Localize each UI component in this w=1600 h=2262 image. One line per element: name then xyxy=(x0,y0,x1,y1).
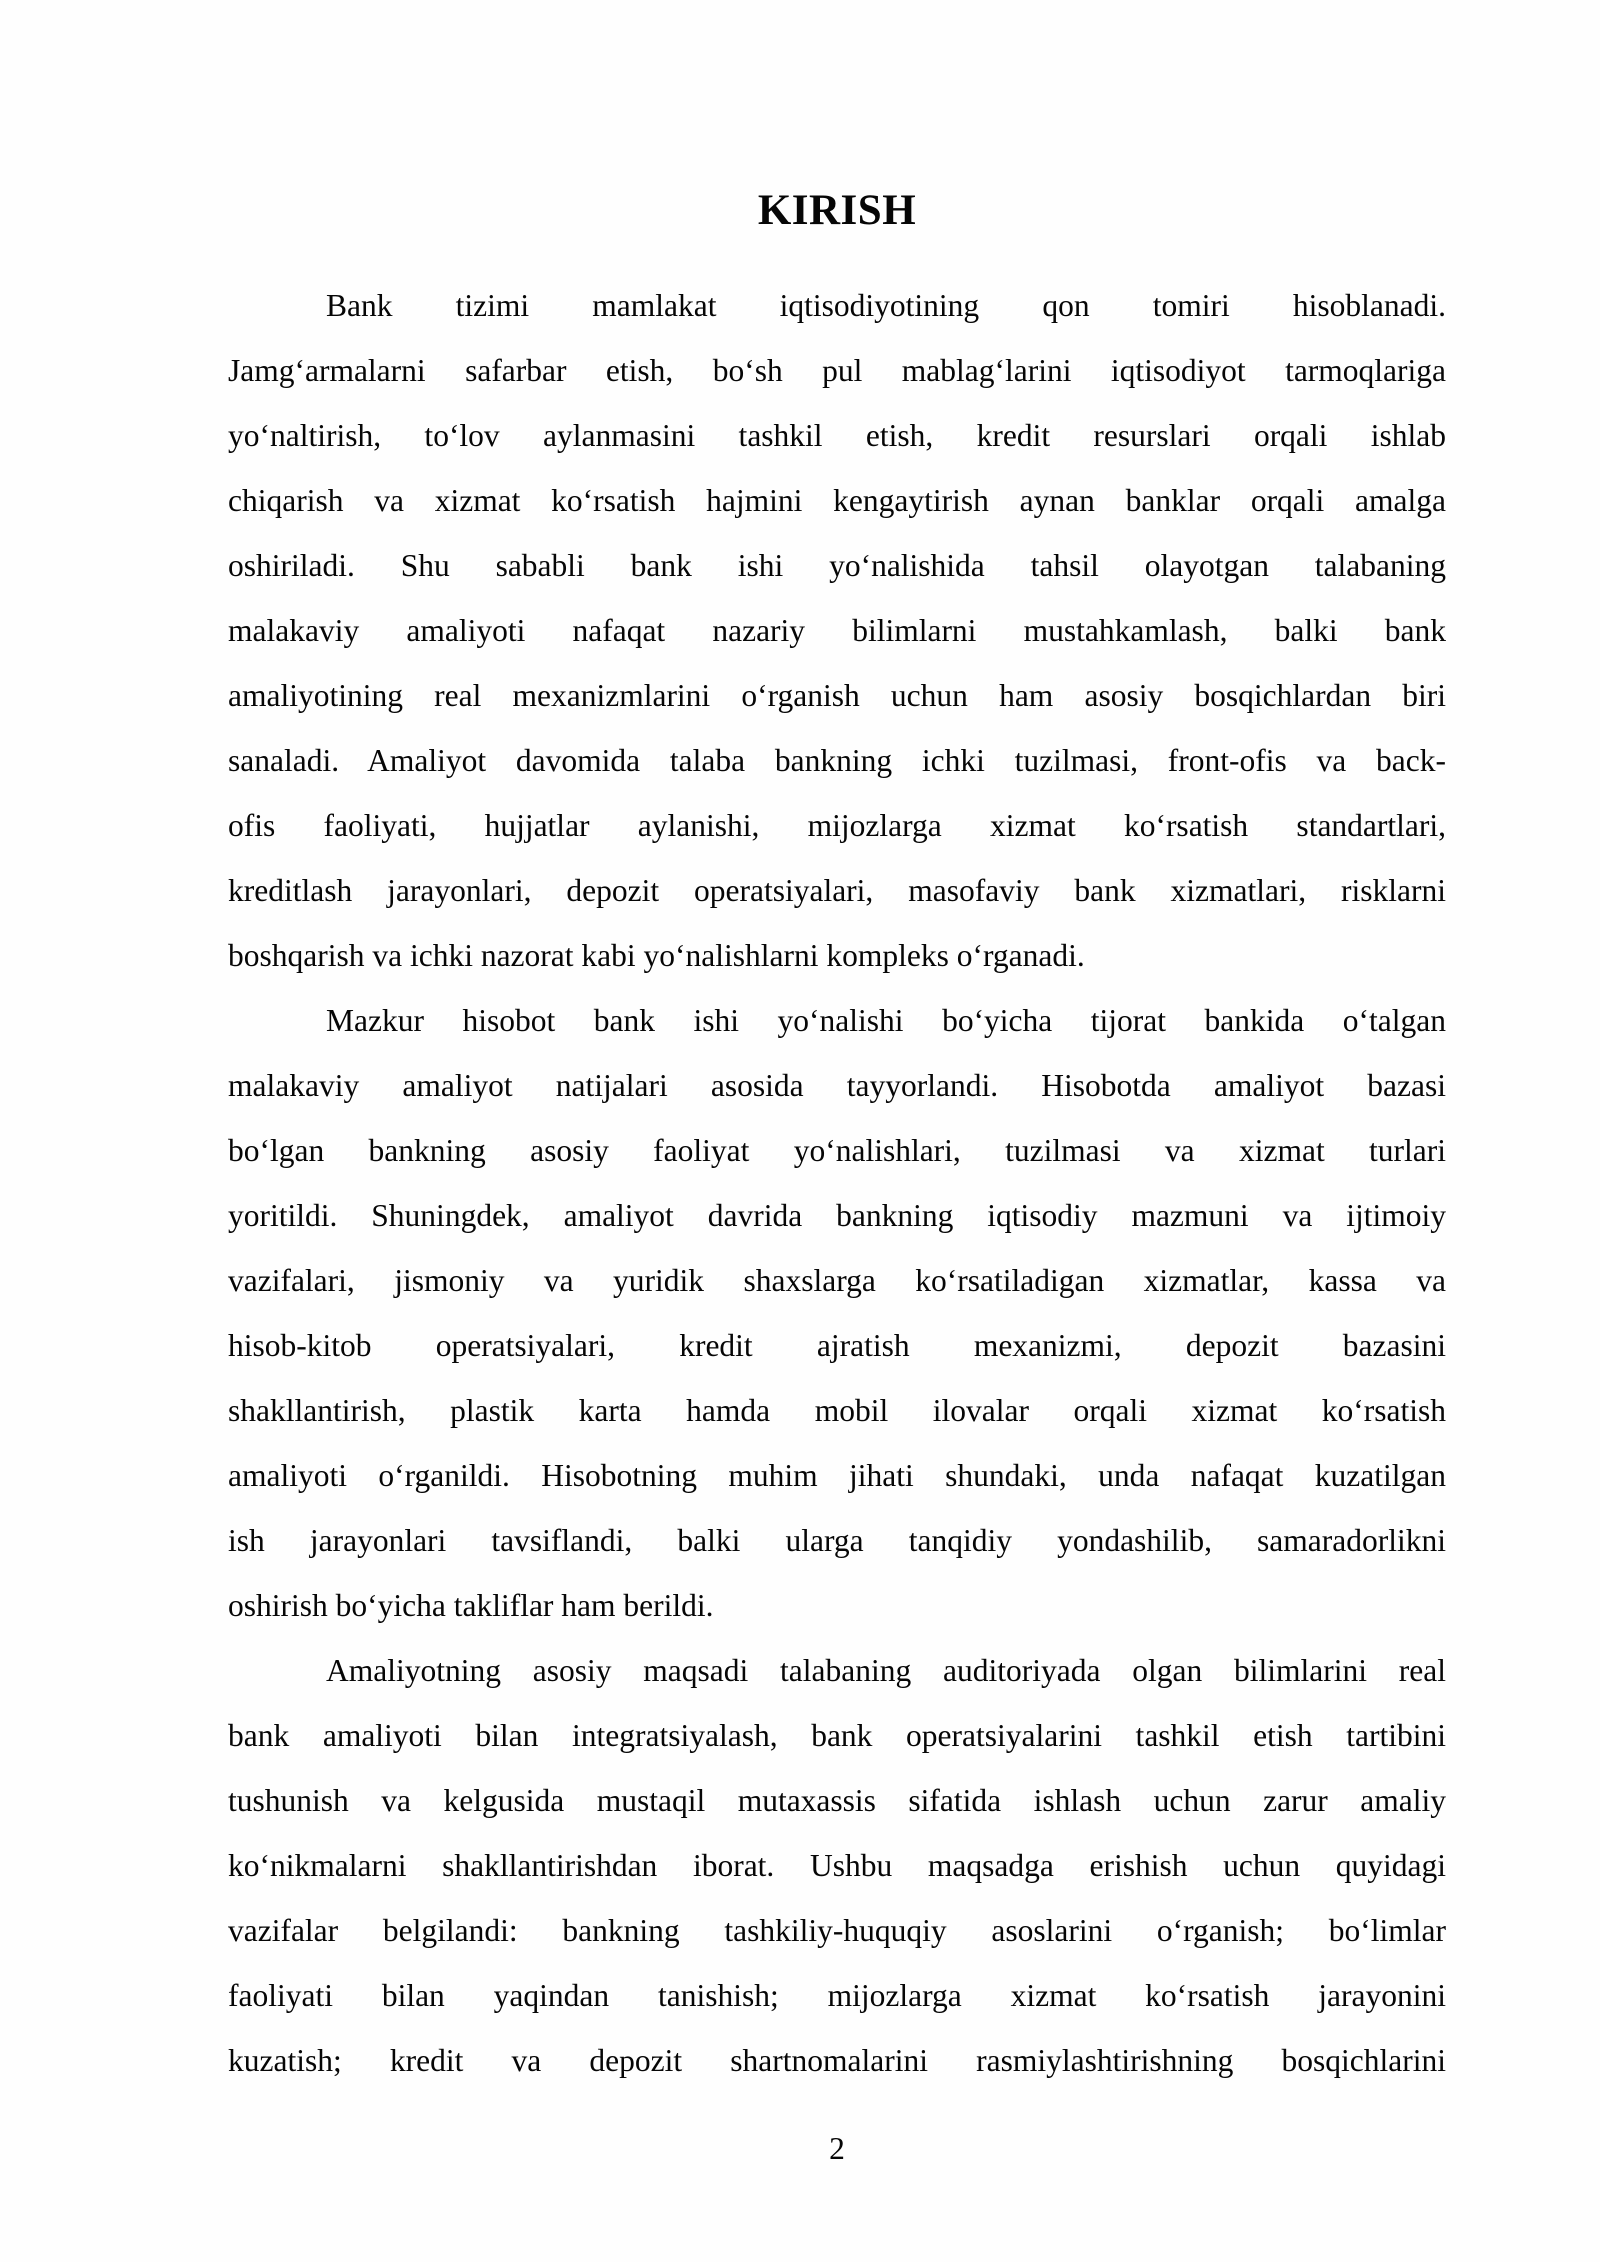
page-number: 2 xyxy=(829,2131,845,2166)
text-line: kuzatish; kredit va depozit shartnomalarini rasmiylashtirishning bosqichlarini xyxy=(228,2043,1446,2078)
text-line: kreditlash jarayonlari, depozit operatsiyalari, masofaviy bank xizmatlari, risklarni xyxy=(228,873,1446,908)
text-line: bank amaliyoti bilan integratsiyalash, bank operatsiyalarini tashkil etish tartibini xyxy=(228,1718,1446,1753)
text-line: ko‘nikmalarni shakllantirishdan iborat. Ushbu maqsadga erishish uchun quyidagi xyxy=(228,1848,1446,1883)
text-line: amaliyotining real mexanizmlarini o‘rganish uchun ham asosiy bosqichlardan biri xyxy=(228,678,1446,713)
text-line: oshirish bo‘yicha takliflar ham berildi. xyxy=(228,1588,714,1623)
text-line: Amaliyotning asosiy maqsadi talabaning auditoriyada olgan bilimlarini real xyxy=(326,1653,1446,1688)
text-line: yoritildi. Shuningdek, amaliyot davrida bankning iqtisodiy mazmuni va ijtimoiy xyxy=(228,1198,1446,1233)
text-line: malakaviy amaliyoti nafaqat nazariy bilimlarni mustahkamlash, balki bank xyxy=(228,613,1446,648)
text-line: vazifalari, jismoniy va yuridik shaxslarga ko‘rsatiladigan xizmatlar, kassa va xyxy=(228,1263,1446,1298)
text-line: ish jarayonlari tavsiflandi, balki ularga tanqidiy yondashilib, samaradorlikni xyxy=(228,1523,1446,1558)
paragraph xyxy=(228,273,1446,988)
text-line: sanaladi. Amaliyot davomida talaba bankning ichki tuzilmasi, front-ofis va back- xyxy=(228,743,1446,778)
text-line: chiqarish va xizmat ko‘rsatish hajmini kengaytirish aynan banklar orqali amalga xyxy=(228,483,1446,518)
text-line: bo‘lgan bankning asosiy faoliyat yo‘nalishlari, tuzilmasi va xizmat turlari xyxy=(228,1133,1446,1168)
text-line: shakllantirish, plastik karta hamda mobil ilovalar orqali xizmat ko‘rsatish xyxy=(228,1393,1446,1428)
paragraph xyxy=(228,988,1446,1638)
text-line: amaliyoti o‘rganildi. Hisobotning muhim jihati shundaki, unda nafaqat kuzatilgan xyxy=(228,1458,1446,1493)
paragraph xyxy=(228,1638,1446,2093)
page-title: KIRISH xyxy=(757,187,917,234)
document-body xyxy=(228,273,1446,2093)
text-line: faoliyati bilan yaqindan tanishish; mijozlarga xizmat ko‘rsatish jarayonini xyxy=(228,1978,1446,2013)
text-line: boshqarish va ichki nazorat kabi yo‘nalishlarni kompleks o‘rganadi. xyxy=(228,938,1085,973)
text-line: yo‘naltirish, to‘lov aylanmasini tashkil etish, kredit resurslari orqali ishlab xyxy=(228,418,1446,453)
text-line: hisob-kitob operatsiyalari, kredit ajratish mexanizmi, depozit bazasini xyxy=(228,1328,1446,1363)
text-line: tushunish va kelgusida mustaqil mutaxassis sifatida ishlash uchun zarur amaliy xyxy=(228,1783,1446,1818)
text-line: ofis faoliyati, hujjatlar aylanishi, mijozlarga xizmat ko‘rsatish standartlari, xyxy=(228,808,1446,843)
text-line: malakaviy amaliyot natijalari asosida tayyorlandi. Hisobotda amaliyot bazasi xyxy=(228,1068,1446,1103)
text-line: Jamg‘armalarni safarbar etish, bo‘sh pul mablag‘larini iqtisodiyot tarmoqlariga xyxy=(228,353,1446,388)
text-line: vazifalar belgilandi: bankning tashkiliy-huquqiy asoslarini o‘rganish; bo‘limlar xyxy=(228,1913,1446,1948)
text-line: oshiriladi. Shu sababli bank ishi yo‘nalishida tahsil olayotgan talabaning xyxy=(228,548,1446,583)
text-line: Mazkur hisobot bank ishi yo‘nalishi bo‘yicha tijorat bankida o‘talgan xyxy=(326,1003,1446,1038)
text-line: Bank tizimi mamlakat iqtisodiyotining qon tomiri hisoblanadi. xyxy=(326,288,1446,323)
